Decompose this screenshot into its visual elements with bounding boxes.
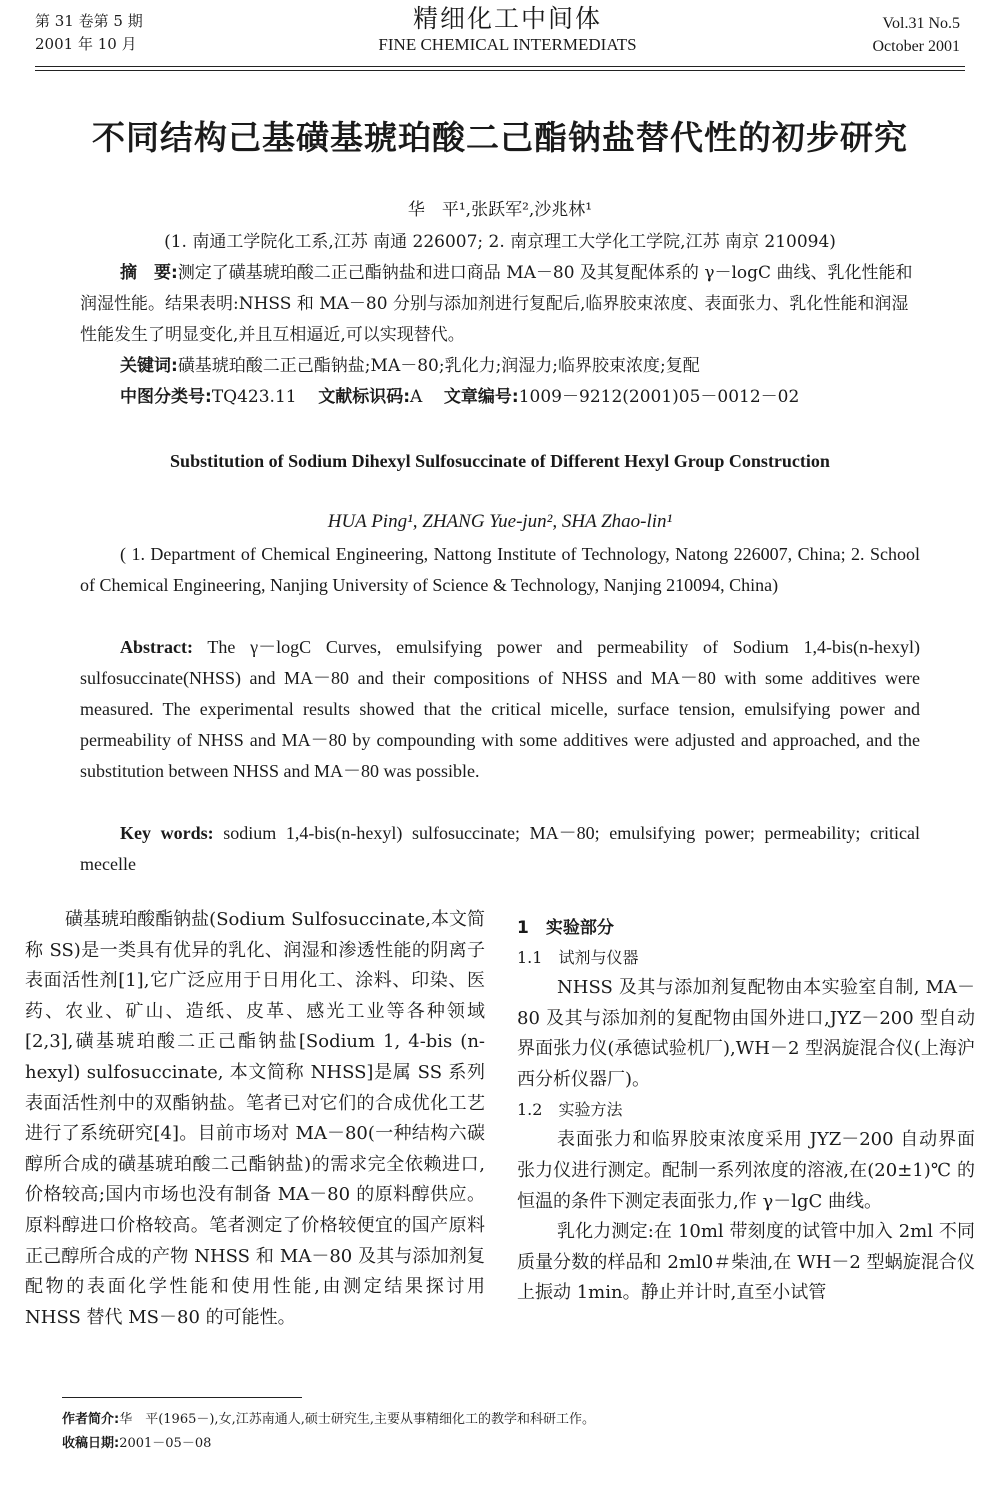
footnote-author-label: 作者简介:	[62, 1412, 120, 1427]
keywords-en-text: sodium 1,4-bis(n-hexyl) sulfosuccinate; MA－80; emulsifying power; permeability; critical mecelle	[80, 823, 921, 874]
journal-name-cn: 精细化工中间体	[412, 4, 602, 33]
header-date-cn: 2001 年 10 月	[35, 35, 137, 53]
journal-name-en: FINE CHEMICAL INTERMEDIATS	[378, 35, 637, 54]
header-rule	[35, 66, 965, 67]
authors-en: HUA Ping¹, ZHANG Yue-jun², SHA Zhao-lin¹	[327, 511, 673, 532]
paragraph-reagents: NHSS 及其与添加剂复配物由本实验室自制, MA－80 及其与添加剂的复配物由国外进口,JYZ－200 型自动界面张力仪(承德试验机厂),WH－2 型涡旋混合仪(上海沪西分析仪器厂)。	[517, 977, 975, 1090]
abstract-cn	[80, 258, 920, 351]
doc-code-label: 文献标识码:	[318, 387, 411, 407]
paper-title-en: Substitution of Sodium Dihexyl Sulfosuccinate of Different Hexyl Group Construction	[170, 451, 830, 471]
subsection-heading-1-1: 1.1 试剂与仪器	[517, 948, 639, 967]
keywords-cn-label: 关键词:	[120, 356, 178, 376]
affiliation-en	[80, 539, 920, 601]
header-issue-cn: 第 31 卷第 5 期	[35, 12, 143, 30]
subsection-heading-1-2: 1.2 实验方法	[517, 1100, 623, 1120]
abstract-en-label: Abstract:	[120, 637, 193, 657]
keywords-en-label: Key words:	[120, 823, 214, 843]
keywords-en	[80, 818, 920, 880]
footnote-date-label: 收稿日期:	[62, 1436, 120, 1451]
authors-cn: 华 平¹,张跃军²,沙兆林¹	[407, 200, 593, 220]
abstract-en	[80, 632, 920, 787]
article-no-label: 文章编号:	[443, 387, 519, 407]
header-volume	[872, 12, 960, 58]
clc-label: 中图分类号:	[120, 387, 212, 407]
keywords-cn-text: 磺基琥珀酸二正己酯钠盐;MA－80;乳化力;润湿力;临界胶束浓度;复配	[177, 356, 700, 376]
paragraph-methods: 表面张力和临界胶束浓度采用 JYZ－200 自动界面张力仪进行测定。配制一系列浓度的溶液,在(20±1)℃ 的恒温的条件下测定表面张力,作 γ－lgC 曲线。	[517, 1129, 975, 1212]
footnote-rule	[62, 1397, 302, 1398]
abstract-cn-text: 测定了磺基琥珀酸二正己酯钠盐和进口商品 MA－80 及其复配体系的 γ－logC 曲线、乳化性能和润湿性能。结果表明:NHSS 和 MA－80 分别与添加剂进行复配后,临界胶束浓度、表面张力、乳化性能和润湿性能发生了明显变化,并且互相逼近,可以实现替代。	[80, 263, 913, 345]
affiliation-en-text: ( 1. Department of Chemical Engineering, Nattong Institute of Technology, Natong 226007, China; 2. School of Chemical Engineering, Nanjing University of Science & Technology, Nanjing 210094, China)	[80, 544, 920, 595]
section-heading-1: 1 实验部分	[517, 918, 614, 938]
header-date-en: October 2001	[872, 38, 960, 55]
intro-paragraph: 磺基琥珀酸酯钠盐(Sodium Sulfosuccinate,本文简称 SS)是一类具有优异的乳化、润湿和渗透性能的阴离子表面活性剂[1],它广泛应用于日用化工、涂料、印染、医药、农业、矿山、造纸、皮革、感光工业等各种领域[2,3],磺基琥珀酸二正己酯钠盐[Sodium 1, 4-bis (n-hexyl) sulfosuccinate, 本文简称 NHSS]是属 SS 系列表面活性剂中的双酯钠盐。笔者已对它们的合成优化工艺进行了系统研究[4]。目前市场对 MA－80(一种结构六碳醇所合成的磺基琥珀酸二己酯钠盐)的需求完全依赖进口,价格较高;国内市场也没有制备 MA－80 的原料醇供应。原料醇进口价格较高。笔者测定了价格较便宜的国产原料正己醇所合成的产物 NHSS 和 MA－80 及其与添加剂复配物的表面化学性能和使用性能,由测定结果探讨用 NHSS 替代 MS－80 的可能性。	[25, 909, 485, 1328]
footnote-author-text: 华 平(1965－),女,江苏南通人,硕士研究生,主要从事精细化工的教学和科研工作。	[119, 1412, 595, 1427]
paper-title-cn: 不同结构己基磺基琥珀酸二己酯钠盐替代性的初步研究	[92, 118, 908, 157]
article-no-value: 1009－9212(2001)05－0012－02	[518, 387, 800, 407]
header-journal	[300, 4, 715, 56]
header-issue	[35, 10, 143, 56]
classification	[80, 382, 920, 413]
abstract-cn-label: 摘 要:	[120, 263, 178, 283]
body-column-left	[25, 905, 485, 1333]
paragraph-emulsify: 乳化力测定:在 10ml 带刻度的试管中加入 2ml 不同质量分数的样品和 2ml0＃柴油,在 WH－2 型蜗旋混合仪上振动 1min。静止并计时,直至小试管	[517, 1221, 975, 1304]
body-column-right	[517, 905, 975, 1309]
affiliation-cn: (1. 南通工学院化工系,江苏 南通 226007; 2. 南京理工大学化工学院,江苏 南京 210094)	[164, 232, 836, 252]
footnote-date-text: 2001－05－08	[119, 1436, 212, 1451]
footnote	[62, 1408, 595, 1456]
keywords-cn	[80, 351, 920, 382]
clc-value: TQ423.11	[211, 387, 297, 407]
header-rule-thin	[35, 70, 965, 71]
doc-code-value: A	[410, 387, 423, 407]
abstract-en-text: The γ－logC Curves, emulsifying power and permeability of Sodium 1,4-bis(n-hexyl) sulfosuccinate(NHSS) and MA－80 and their compositions of NHSS and MA－80 with some additives were measured. The experimental results showed that the critical micelle, surface tension, emulsifying power and permeability of NHSS and MA－80 by compounding with some additives were adjusted and approached, and the substitution between NHSS and MA－80 was possible.	[80, 637, 920, 781]
header-volume-en: Vol.31 No.5	[882, 15, 960, 32]
